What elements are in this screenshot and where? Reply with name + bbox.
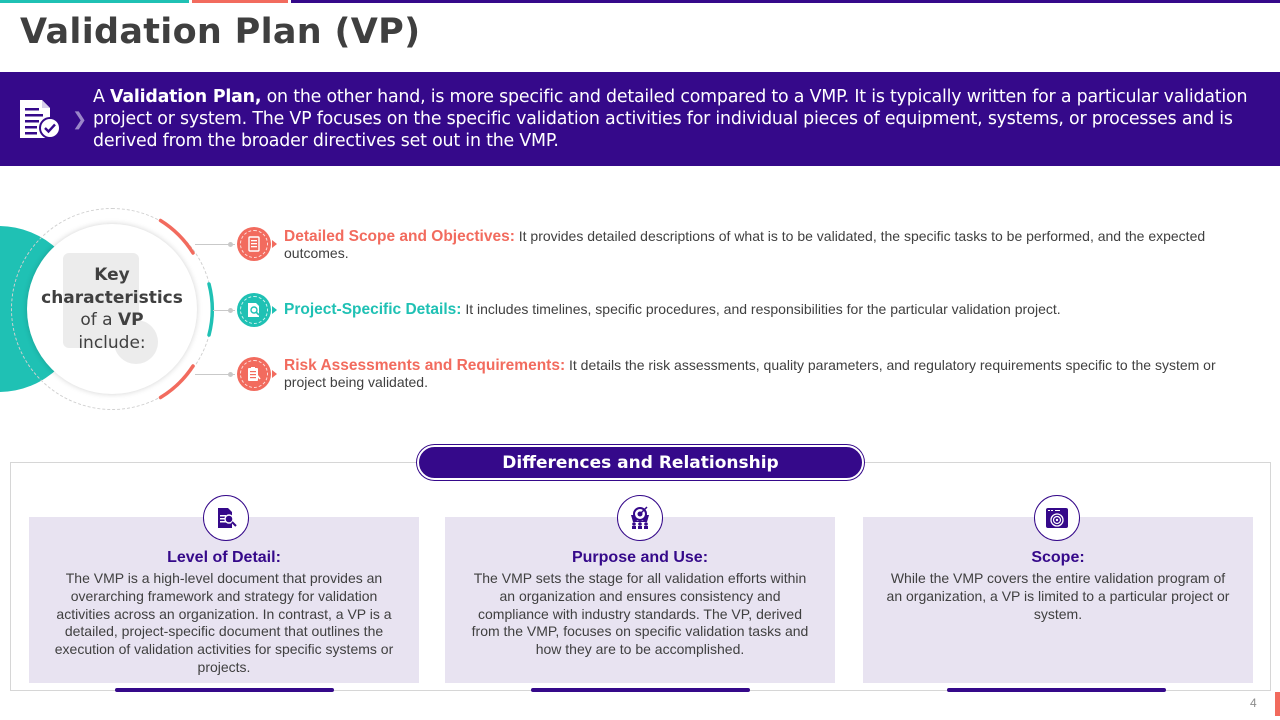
document-magnifier-icon xyxy=(203,495,249,541)
intro-banner xyxy=(0,72,1280,166)
clipboard-checklist-icon xyxy=(237,357,271,391)
slide-title: Validation Plan (VP) xyxy=(20,12,421,52)
characteristic-project-specific: Project-Specific Details: It includes timelines, specific procedures, and responsibilities for the particular validation project. xyxy=(284,301,1061,318)
accent-bar-teal xyxy=(0,0,189,3)
card-underline xyxy=(115,688,334,692)
intro-paragraph: A Validation Plan, on the other hand, is more specific and detailed compared to a VMP. It is typically written for a particular validation project or system. The VP focuses on the specific validation activities for individual pieces of equipment, systems, or processes and is derived from the broader directives set out in the VMP. xyxy=(93,87,1248,151)
card-purpose-and-use xyxy=(445,517,835,683)
card-underline xyxy=(531,688,750,692)
card-title: Purpose and Use: xyxy=(571,549,709,566)
page-number: 4 xyxy=(1250,696,1257,710)
card-level-of-detail xyxy=(29,517,419,683)
key-characteristics-heading: Key characteristics of a VP include: xyxy=(41,265,183,353)
connector-dot xyxy=(228,372,233,377)
accent-bar-coral xyxy=(192,0,288,3)
connector-dot xyxy=(228,308,233,313)
chevron-right-icon: ❯ xyxy=(72,109,88,129)
characteristic-detailed-scope: Detailed Scope and Objectives: It provides detailed descriptions of what is to be validated, the specific tasks to be performed, and the expected outcomes. xyxy=(284,228,1206,261)
card-body: The VMP is a high-level document that provides an overarching framework and strategy for validation activities across an organization. In contrast, a VP is a detailed, project-specific document that outlines the execution of validation activities for specific systems or projects. xyxy=(54,570,394,675)
card-body: While the VMP covers the entire validation program of an organization, a VP is limited to a particular project or system. xyxy=(886,570,1230,622)
card-body: The VMP sets the stage for all validation efforts within an organization and ensures consistency and compliance with industry standards. The VP, derived from the VMP, focuses on specific validation tasks and how they are to be accomplished. xyxy=(471,570,809,658)
target-team-icon xyxy=(617,495,663,541)
differences-header: Differences and Relationship xyxy=(417,445,864,480)
card-title: Scope: xyxy=(1031,549,1085,566)
badge-pointer xyxy=(272,370,277,378)
characteristic-risk-assessments: Risk Assessments and Requirements: It details the risk assessments, quality parameters, and regulatory requirements specific to the system or project being validated. xyxy=(284,357,1216,390)
badge-pointer xyxy=(272,306,277,314)
badge-pointer xyxy=(272,240,277,248)
card-title: Level of Detail: xyxy=(167,549,281,566)
document-list-icon xyxy=(237,227,271,261)
card-scope xyxy=(863,517,1253,683)
card-underline xyxy=(947,688,1166,692)
page-accent-bar xyxy=(1275,692,1280,716)
browser-target-icon xyxy=(1034,495,1080,541)
connector-dot xyxy=(228,242,233,247)
document-check-icon xyxy=(16,94,64,144)
document-search-icon xyxy=(237,293,271,327)
accent-bar-purple xyxy=(291,0,1280,3)
